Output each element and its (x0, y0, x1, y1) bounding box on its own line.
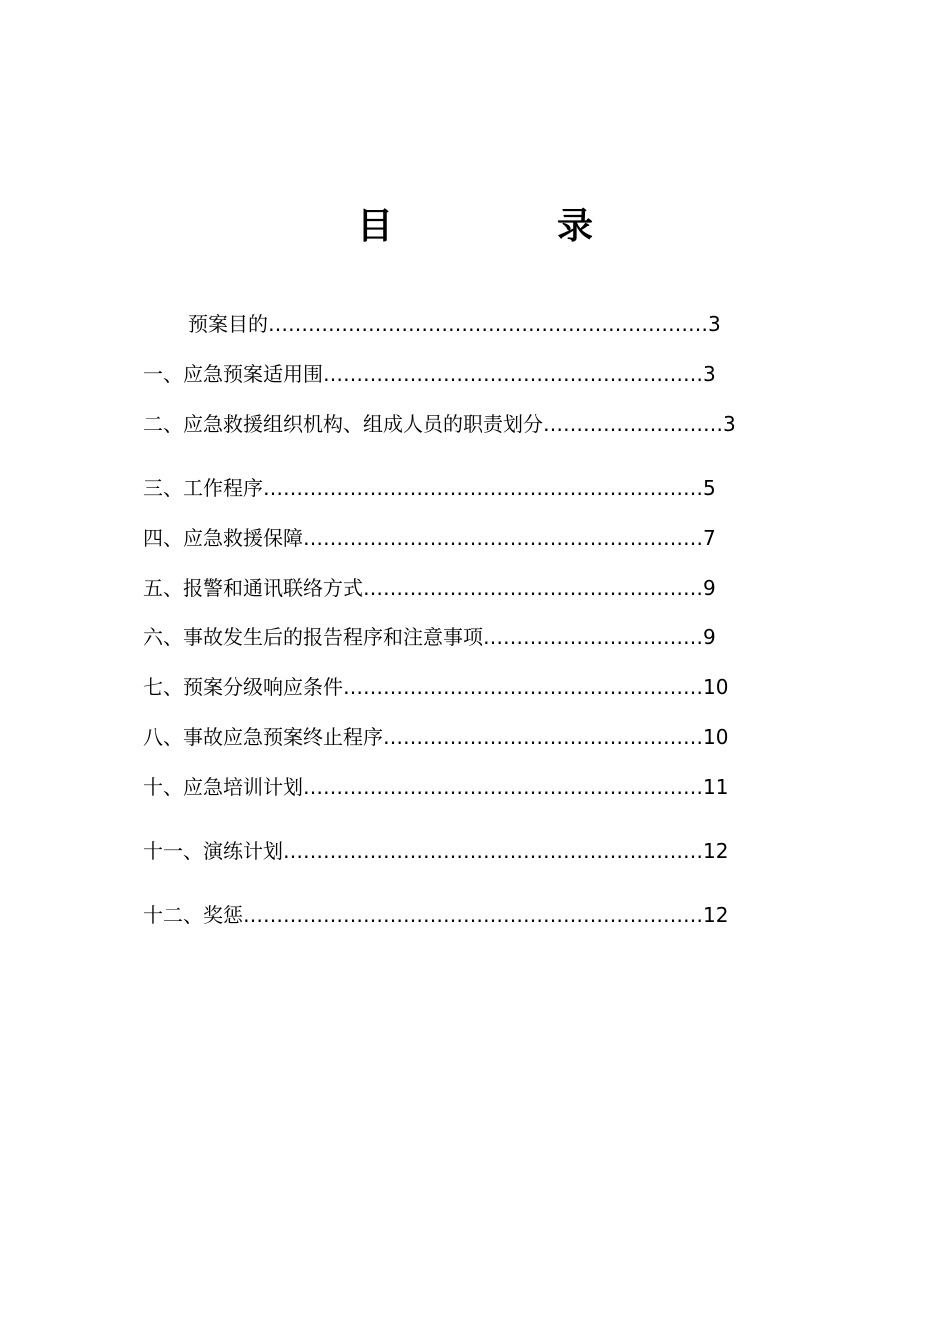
toc-entry-7: 七、预案分级响应条件………………………………………………10 (143, 675, 729, 699)
toc-entry-8: 八、事故应急预案终止程序…………………………………………10 (143, 725, 729, 749)
toc-entry-3: 三、工作程序…………………………………………………………5 (143, 476, 716, 500)
toc-entry-6: 六、事故发生后的报告程序和注意事项……………………………9 (143, 625, 716, 649)
toc-entry-10: 十、应急培训计划……………………………………………………11 (143, 775, 729, 799)
toc-entry-4: 四、应急救援保障……………………………………………………7 (143, 526, 716, 550)
toc-title: 目 录 (356, 206, 657, 247)
toc-entry-11: 十一、演练计划………………………………………………………12 (143, 839, 729, 863)
toc-entry-5: 五、报警和通讯联络方式……………………………………………9 (143, 576, 716, 600)
toc-entry-12: 十二、奖惩……………………………………………………………12 (143, 903, 729, 927)
toc-entry-1: 一、应急预案适用围…………………………………………………3 (143, 362, 716, 386)
toc-entry-2: 二、应急救援组织机构、组成人员的职责划分………………………3 (143, 412, 736, 436)
toc-entry-purpose: 预案目的…………………………………………………………3 (188, 312, 721, 336)
